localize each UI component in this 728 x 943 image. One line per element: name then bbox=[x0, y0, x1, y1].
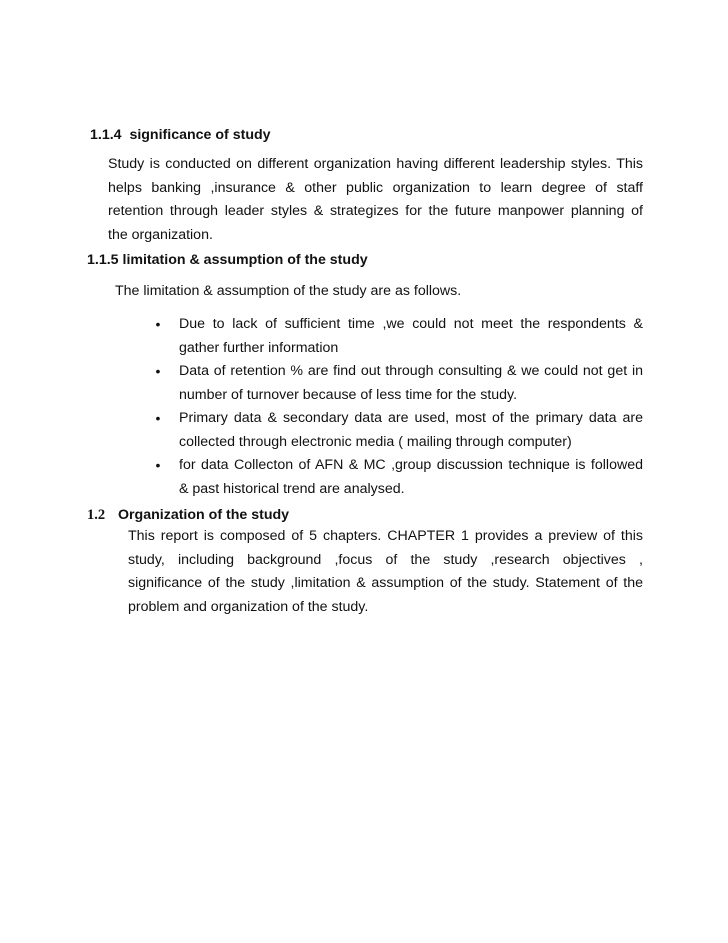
paragraph-line: the organization. bbox=[108, 226, 213, 243]
list-item bbox=[155, 313, 643, 360]
paragraph-line: helps banking ,insurance & other public organization to learn degree of staff bbox=[108, 179, 643, 196]
bullet-icon: • bbox=[155, 363, 161, 379]
list-item-line: collected through electronic media ( mailing through computer) bbox=[179, 433, 572, 450]
list-item-line: number of turnover because of less time for the study. bbox=[179, 386, 518, 403]
list-item-line: Due to lack of sufficient time ,we could not meet the respondents & bbox=[179, 316, 643, 332]
list-item-line: Primary data & secondary data are used, most of the primary data are bbox=[179, 410, 643, 426]
bullet-icon: • bbox=[155, 410, 161, 426]
bullet-icon: • bbox=[155, 457, 161, 473]
limitation-intro: The limitation & assumption of the study are as follows. bbox=[115, 283, 462, 299]
list-item bbox=[155, 407, 643, 454]
paragraph-line: This report is composed of 5 chapters. CHAPTER 1 provides a preview of this bbox=[128, 528, 643, 544]
significance-paragraph bbox=[108, 153, 643, 247]
paragraph-line: study, including background ,focus of the study ,research objectives , bbox=[128, 551, 643, 568]
list-item-line: & past historical trend are analysed. bbox=[179, 480, 405, 497]
section-number: 1.2 bbox=[87, 507, 106, 523]
paragraph-line: problem and organization of the study. bbox=[128, 598, 369, 615]
list-item bbox=[155, 360, 643, 407]
list-item bbox=[155, 454, 643, 501]
section-heading-significance: 1.1.4 significance of study bbox=[90, 127, 271, 143]
limitation-list bbox=[155, 313, 643, 501]
paragraph-line: retention through leader styles & strategizes for the future manpower planning of bbox=[108, 203, 643, 219]
list-item-line: Data of retention % are find out through consulting & we could not get in bbox=[179, 363, 643, 379]
list-item-line: for data Collecton of AFN & MC ,group discussion technique is followed bbox=[179, 457, 643, 473]
organization-paragraph bbox=[128, 525, 643, 619]
section-heading-limitation: 1.1.5 limitation & assumption of the study bbox=[87, 252, 368, 268]
paragraph-line: significance of the study ,limitation & assumption of the study. Statement of the bbox=[128, 575, 643, 591]
section-heading-organization: Organization of the study bbox=[118, 507, 290, 523]
paragraph-line: Study is conducted on different organization having different leadership styles. This bbox=[108, 156, 643, 172]
bullet-icon: • bbox=[155, 316, 161, 332]
list-item-line: gather further information bbox=[179, 339, 339, 356]
